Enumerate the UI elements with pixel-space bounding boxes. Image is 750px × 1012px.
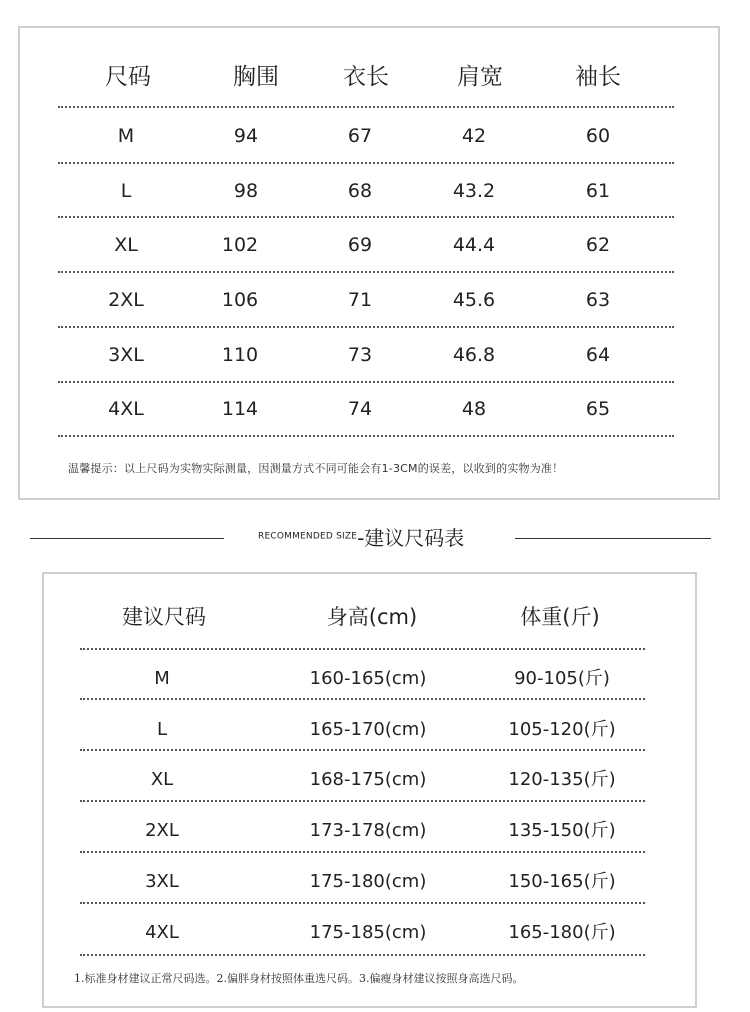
cell-size: 2XL <box>108 289 144 311</box>
cell-chest: 106 <box>221 289 259 311</box>
cell-length: 68 <box>347 180 373 202</box>
header-height: 身高(cm) <box>326 605 418 629</box>
cell-weight: 150-165(斤) <box>508 871 616 892</box>
row-divider <box>80 800 645 802</box>
cell-weight: 120-135(斤) <box>508 769 616 790</box>
cell-height: 168-175(cm) <box>309 769 427 790</box>
cell-length: 71 <box>347 289 373 311</box>
cell-shoulder: 42 <box>461 125 487 147</box>
cell-size: 2XL <box>145 820 179 841</box>
section-title-en: RECOMMENDED SIZE <box>258 531 358 542</box>
title-rule-right <box>515 538 711 539</box>
cell-size: XL <box>150 769 174 790</box>
row-divider <box>80 851 645 853</box>
table-row <box>20 122 718 150</box>
row-divider <box>80 698 645 700</box>
cell-chest: 114 <box>221 398 259 420</box>
cell-size: M <box>154 668 170 689</box>
cell-shoulder: 45.6 <box>452 289 496 311</box>
section-title <box>258 522 464 550</box>
cell-chest: 102 <box>221 234 259 256</box>
cell-size: M <box>117 125 135 147</box>
cell-height: 175-180(cm) <box>309 871 427 892</box>
cell-length: 67 <box>347 125 373 147</box>
cell-length: 69 <box>347 234 373 256</box>
header-weight: 体重(斤) <box>520 605 600 629</box>
cell-size: XL <box>114 234 138 256</box>
measurement-note: 温馨提示：以上尺码为实物实际测量，因测量方式不同可能会有1-3CM的误差，以收到的实物为准！ <box>68 462 564 475</box>
table-row <box>44 717 695 743</box>
header-size: 尺码 <box>105 64 151 90</box>
header-recommended-size: 建议尺码 <box>122 605 206 629</box>
recommendation-note: 1.标准身材建议正常尺码选。2.偏胖身材按照体重选尺码。3.偏瘦身材建议按照身高选尺码。 <box>74 972 524 985</box>
size-chart-panel <box>18 26 720 500</box>
cell-weight: 90-105(斤) <box>514 668 610 689</box>
table-row <box>44 869 695 895</box>
cell-weight: 105-120(斤) <box>508 719 616 740</box>
recommend-header-row <box>44 602 695 632</box>
cell-size: L <box>120 180 132 202</box>
cell-sleeve: 64 <box>585 344 611 366</box>
row-divider <box>58 162 674 164</box>
cell-sleeve: 61 <box>585 180 611 202</box>
cell-chest: 94 <box>233 125 259 147</box>
header-sleeve: 袖长 <box>575 64 621 90</box>
header-length: 衣长 <box>343 64 389 90</box>
cell-weight: 135-150(斤) <box>508 820 616 841</box>
cell-sleeve: 60 <box>585 125 611 147</box>
cell-size: 4XL <box>108 398 144 420</box>
cell-chest: 110 <box>221 344 259 366</box>
cell-size: 3XL <box>145 871 179 892</box>
cell-size: 3XL <box>108 344 144 366</box>
cell-shoulder: 43.2 <box>452 180 496 202</box>
cell-size: L <box>156 719 168 740</box>
header-chest: 胸围 <box>233 64 279 90</box>
table-row <box>20 286 718 314</box>
cell-sleeve: 65 <box>585 398 611 420</box>
cell-weight: 165-180(斤) <box>508 922 616 943</box>
cell-length: 74 <box>347 398 373 420</box>
table-row <box>20 395 718 423</box>
header-shoulder: 肩宽 <box>457 64 503 90</box>
table-row <box>44 920 695 946</box>
row-divider <box>58 326 674 328</box>
cell-height: 175-185(cm) <box>309 922 427 943</box>
row-divider <box>80 648 645 650</box>
row-divider <box>80 902 645 904</box>
cell-height: 173-178(cm) <box>309 820 427 841</box>
table-row <box>20 341 718 369</box>
cell-sleeve: 62 <box>585 234 611 256</box>
cell-size: 4XL <box>145 922 179 943</box>
cell-length: 73 <box>347 344 373 366</box>
cell-shoulder: 48 <box>461 398 487 420</box>
row-divider <box>58 216 674 218</box>
table-row <box>44 767 695 793</box>
cell-chest: 98 <box>233 180 259 202</box>
table-row <box>44 666 695 692</box>
cell-sleeve: 63 <box>585 289 611 311</box>
title-rule-left <box>30 538 224 539</box>
row-divider <box>80 954 645 956</box>
cell-height: 165-170(cm) <box>309 719 427 740</box>
row-divider <box>58 381 674 383</box>
cell-shoulder: 44.4 <box>452 234 496 256</box>
table-row <box>20 231 718 259</box>
row-divider <box>80 749 645 751</box>
row-divider <box>58 435 674 437</box>
table-row <box>20 177 718 205</box>
section-title-cn: -建议尺码表 <box>357 526 465 550</box>
cell-shoulder: 46.8 <box>452 344 496 366</box>
row-divider <box>58 106 674 108</box>
cell-height: 160-165(cm) <box>309 668 427 689</box>
recommended-size-panel <box>42 572 697 1008</box>
table-row <box>44 818 695 844</box>
size-chart-header-row <box>20 62 718 92</box>
row-divider <box>58 271 674 273</box>
